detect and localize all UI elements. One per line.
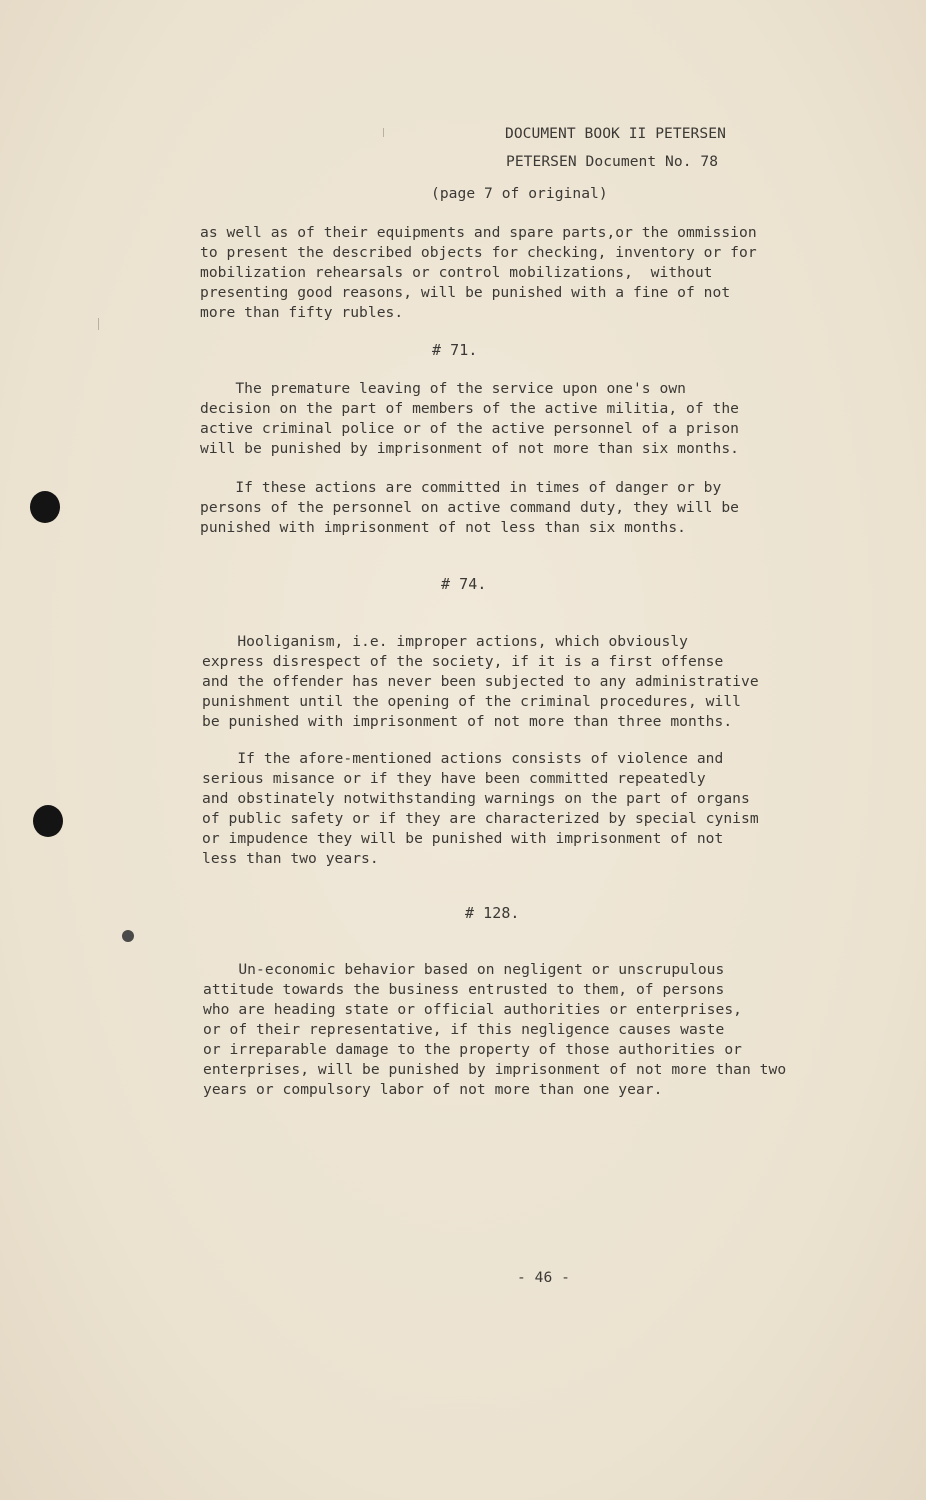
text-line: and obstinately notwithstanding warnings on the part of organs xyxy=(202,790,750,807)
text-line: less than two years. xyxy=(202,850,379,867)
text-line: years or compulsory labor of not more than one year. xyxy=(203,1081,663,1098)
paper-mark xyxy=(98,318,99,330)
text-line: or of their representative, if this negligence causes waste xyxy=(203,1021,725,1038)
document-number-header: PETERSEN Document No. 78 xyxy=(506,153,719,170)
section-heading-74: # 74. xyxy=(441,575,487,593)
text-line: as well as of their equipments and spare parts,or the ommission xyxy=(200,224,757,241)
punch-hole-bottom xyxy=(33,805,63,837)
paper-mark xyxy=(383,128,384,137)
text-line: and the offender has never been subjected to any administrative xyxy=(202,673,759,690)
text-line: be punished with imprisonment of not more than three months. xyxy=(202,713,733,730)
text-line: will be punished by imprisonment of not more than six months. xyxy=(200,440,740,457)
punch-hole-top xyxy=(30,491,60,523)
text-line: punished with imprisonment of not less than six months. xyxy=(200,519,686,536)
text-line: punishment until the opening of the criminal procedures, will xyxy=(202,693,742,710)
text-line: who are heading state or official authorities or enterprises, xyxy=(203,1001,743,1018)
page-of-original: (page 7 of original) xyxy=(431,185,608,202)
text-line: express disrespect of the society, if it is a first offense xyxy=(202,653,724,670)
text-line: Hooliganism, i.e. improper actions, which obviously xyxy=(202,633,688,650)
text-line: or irreparable damage to the property of those authorities or xyxy=(203,1041,743,1058)
text-line: persons of the personnel on active command duty, they will be xyxy=(200,499,740,516)
text-line: to present the described objects for checking, inventory or for xyxy=(200,244,757,261)
text-line: presenting good reasons, will be punished with a fine of not xyxy=(200,284,731,301)
text-line: The premature leaving of the service upon one's own xyxy=(200,380,686,397)
section-heading-71: # 71. xyxy=(432,341,478,359)
text-line: serious misance or if they have been committed repeatedly xyxy=(202,770,706,787)
text-line: enterprises, will be punished by imprisonment of not more than two xyxy=(203,1061,787,1078)
text-line: attitude towards the business entrusted to them, of persons xyxy=(203,981,725,998)
section-heading-128: # 128. xyxy=(465,904,520,922)
text-line: If these actions are committed in times of danger or by xyxy=(200,479,722,496)
ink-speck xyxy=(122,930,134,942)
text-line: mobilization rehearsals or control mobilizations, without xyxy=(200,264,713,281)
text-line: decision on the part of members of the active militia, of the xyxy=(200,400,740,417)
text-line: of public safety or if they are characterized by special cynism xyxy=(202,810,759,827)
text-line: active criminal police or of the active personnel of a prison xyxy=(200,420,740,437)
text-line: more than fifty rubles. xyxy=(200,304,404,321)
document-book-header: DOCUMENT BOOK II PETERSEN xyxy=(505,125,726,142)
text-line: or impudence they will be punished with imprisonment of not xyxy=(202,830,724,847)
text-line: If the afore-mentioned actions consists of violence and xyxy=(202,750,724,767)
text-line: Un-economic behavior based on negligent or unscrupulous xyxy=(203,961,725,978)
page-number: - 46 - xyxy=(517,1269,571,1286)
